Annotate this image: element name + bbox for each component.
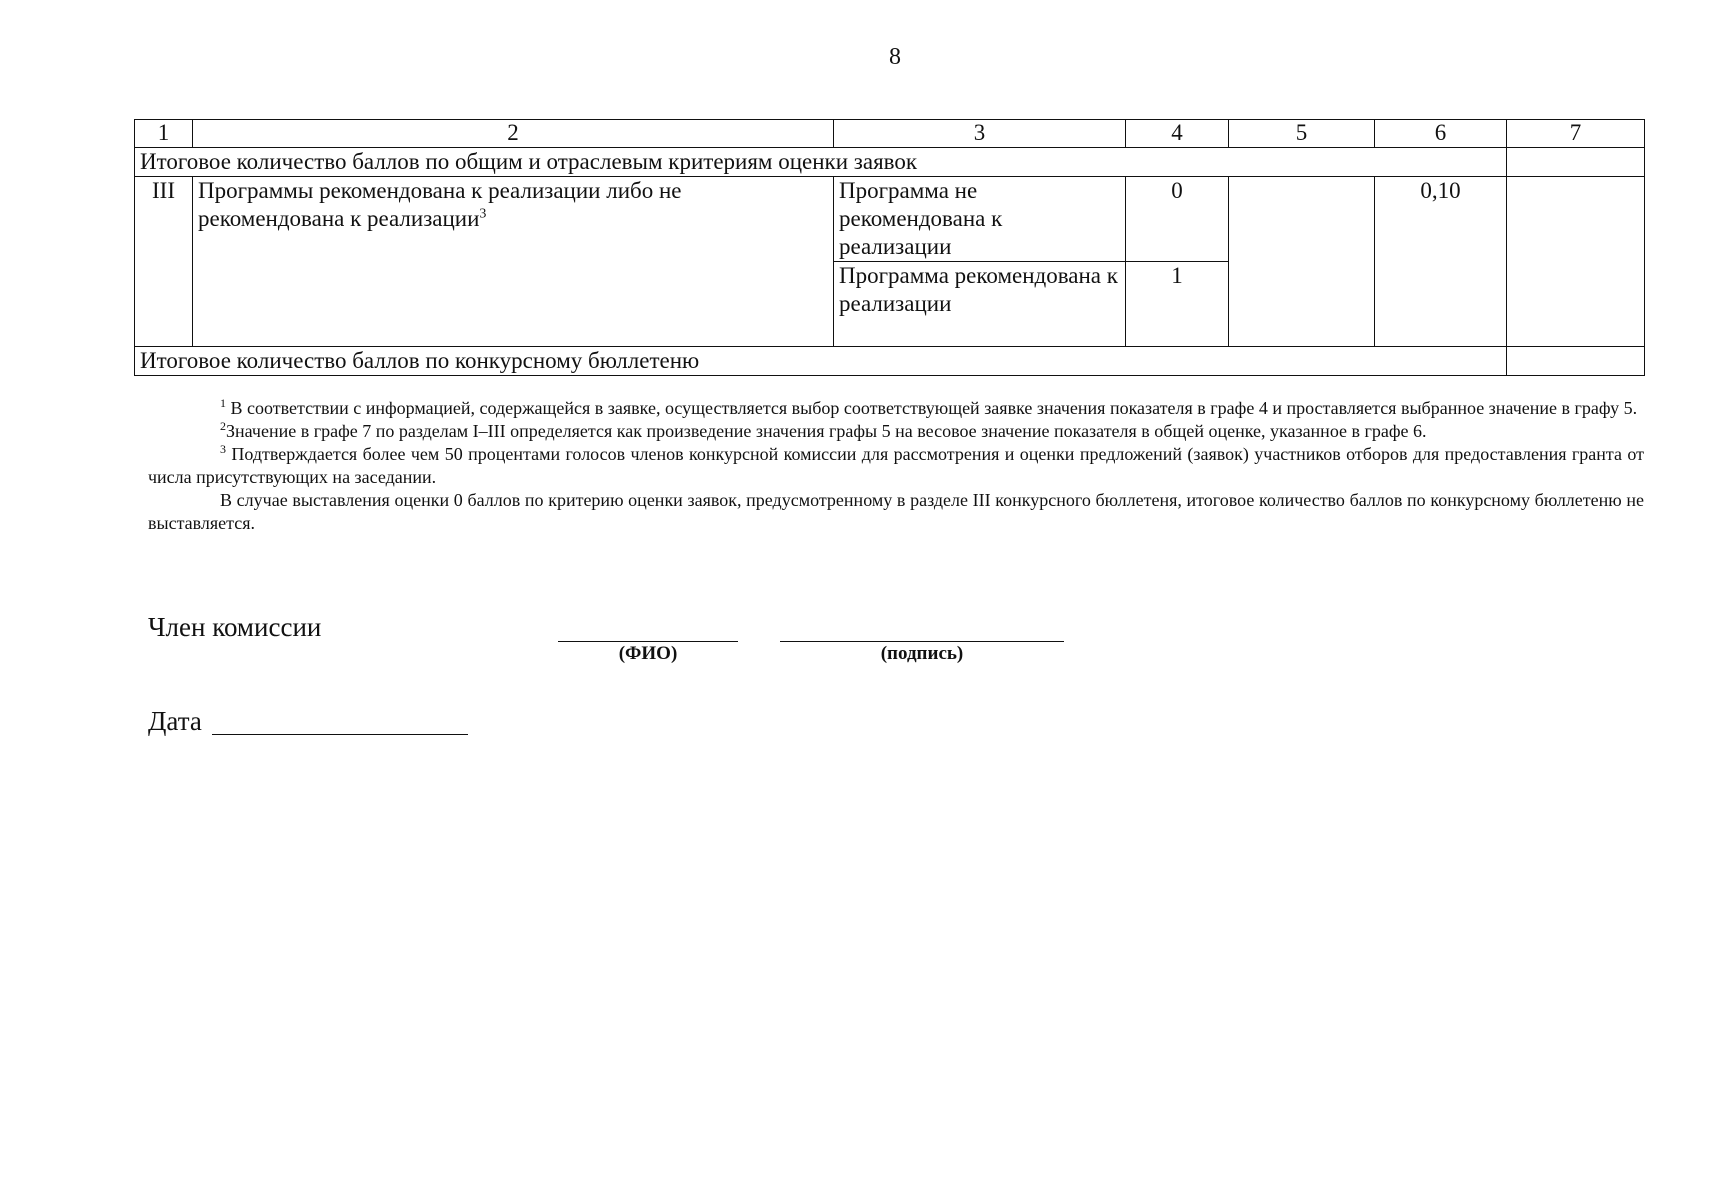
total-row xyxy=(135,347,1645,376)
column-header-7: 7 xyxy=(1507,120,1645,148)
footnote-note: В случае выставления оценки 0 баллов по критерию оценки заявок, предусмотренному в разделе III конкурсного бюллетеня, итоговое количество баллов по конкурсному бюллетеню не выставляется. xyxy=(148,490,1644,533)
footnote-2-mark: 2 xyxy=(220,419,226,433)
total-label: Итоговое количество баллов по конкурсному бюллетеню xyxy=(135,347,1507,376)
subtotal-label: Итоговое количество баллов по общим и отраслевым критериям оценки заявок xyxy=(135,148,1507,177)
section-iii-row-1 xyxy=(135,177,1645,262)
column-header-3: 3 xyxy=(834,120,1126,148)
column-header-2: 2 xyxy=(193,120,834,148)
section-number: III xyxy=(135,177,193,347)
table-header-row xyxy=(135,120,1645,148)
footnotes xyxy=(148,397,1644,535)
column-header-1: 1 xyxy=(135,120,193,148)
selected-value-cell xyxy=(1229,177,1375,347)
section-weight: 0,10 xyxy=(1375,177,1507,347)
subtotal-row xyxy=(135,148,1645,177)
page-number: 8 xyxy=(889,44,901,70)
footnote-3-mark: 3 xyxy=(220,442,226,456)
fio-caption: (ФИО) xyxy=(618,643,678,664)
column-header-5: 5 xyxy=(1229,120,1375,148)
criterion-footnote-mark: 3 xyxy=(479,206,487,222)
signature-caption: (подпись) xyxy=(880,643,964,664)
footnote-2: $^2$Значение в графе 7 по разделам I–III определяется как произведение значения графы 5 на весовое значение показателя в общей оценке, указанное в графе 6. xyxy=(220,419,1427,441)
subtotal-value-cell xyxy=(1507,148,1645,177)
member-label: Член комиссии xyxy=(148,612,322,642)
option-recommended-points: 1 xyxy=(1126,262,1229,347)
total-value-cell xyxy=(1507,347,1645,376)
signature-line xyxy=(780,641,1064,642)
footnote-3: $^3$ Подтверждается более чем 50 процентами голосов членов конкурсной комиссии для рассмотрения и оценки предложений (заявок) участников отборов для предоставления гранта от числа присутствующих на заседании. xyxy=(148,442,1644,487)
option-not-recommended-label: Программа не рекомендована к реализации xyxy=(834,177,1126,262)
option-recommended-label: Программа рекомендована к реализации xyxy=(834,262,1126,347)
section-score-cell xyxy=(1507,177,1645,347)
fio-line xyxy=(558,641,738,642)
footnote-1: $^1$ В соответствии с информацией, содержащейся в заявке, осуществляется выбор соответствующей заявке значения показателя в графе 4 и проставляется выбранное значение в графу 5. xyxy=(220,396,1638,418)
section-criterion: Программы рекомендована к реализации либо не рекомендована к реализации$^3$ xyxy=(193,177,834,347)
column-header-4: 4 xyxy=(1126,120,1229,148)
ballot-table xyxy=(134,119,1645,376)
date-line xyxy=(212,734,468,735)
option-not-recommended-points: 0 xyxy=(1126,177,1229,262)
footnote-1-mark: 1 xyxy=(220,396,226,410)
column-header-6: 6 xyxy=(1375,120,1507,148)
date-label: Дата xyxy=(148,706,202,736)
